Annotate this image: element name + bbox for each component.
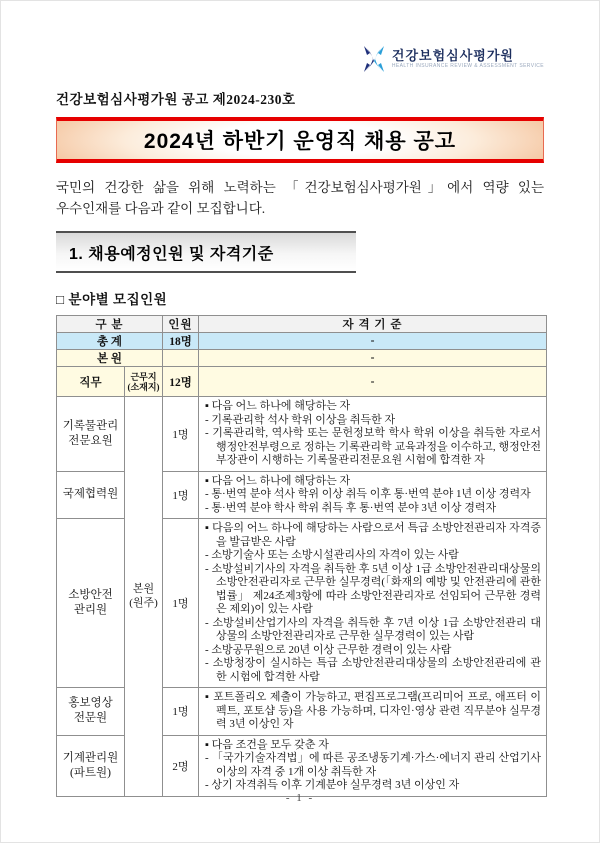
job-criteria	[199, 735, 547, 796]
job-name: 홍보영상 전문원	[57, 688, 125, 736]
doc-number: 건강보험심사평가원 공고 제2024-230호	[56, 92, 296, 107]
criteria-line: ▪ 다음의 어느 하나에 해당하는 사람으로서 특급 소방안전관리자 자격증을 발급받은 사람	[205, 522, 541, 548]
job-criteria	[199, 397, 547, 472]
total-criteria: -	[199, 333, 547, 350]
criteria-line: ▪ 다음 조건을 모두 갖춘 자	[205, 738, 329, 751]
duty-count: 12명	[163, 367, 199, 397]
intro-line-2: 우수인재를 다음과 같이 모집합니다.	[56, 201, 266, 216]
criteria-line: - 통·번역 분야 학사 학위 취득 후 통·번역 분야 3년 이상 경력자	[205, 501, 497, 514]
criteria-line: ▪ 다음 어느 하나에 해당하는 자	[205, 474, 351, 487]
job-rows-body	[57, 397, 547, 797]
page-title: 2024년 하반기 운영직 채용 공고	[143, 130, 457, 153]
page-number: - 1 -	[285, 792, 315, 804]
job-count: 1명	[163, 688, 199, 736]
criteria-line: - 소방설비기사의 자격을 취득한 후 5년 이상 1급 소방안전관리대상물의 소방안전관리자로 근무한 실무경력(「화재의 예방 및 안전관리에 관한 법률」 제24조제3항에 따라 소방안전관리자로 선임되어 근무한 경력은 제외)이 있는 사람	[205, 562, 541, 615]
duty-row	[57, 367, 547, 397]
job-criteria	[199, 688, 547, 736]
criteria-line: ▪ 다음 어느 하나에 해당하는 자	[205, 400, 351, 412]
job-name: 기록물관리 전문요원	[57, 397, 125, 472]
org-name: 건강보험심사평가원	[391, 47, 514, 63]
criteria-line: - 통·번역 분야 석사 학위 이상 취득 이후 통·번역 분야 1년 이상 경력자	[205, 488, 531, 500]
criteria-line: - 소방기술사 또는 소방시설관리사의 자격이 있는 사람	[205, 549, 459, 561]
total-row	[57, 333, 547, 350]
job-count: 1명	[163, 397, 199, 472]
hira-logo-icon	[362, 46, 386, 72]
hq-criteria: -	[199, 350, 547, 367]
duty-label: 직무	[57, 367, 125, 397]
hq-label: 본 원	[57, 350, 163, 367]
workplace-column-header: 근무지 (소재지)	[125, 367, 163, 397]
job-criteria	[199, 519, 547, 688]
hq-row	[57, 350, 547, 367]
criteria-line: - 소방설비산업기사의 자격을 취득한 후 7년 이상 1급 소방안전관리 대상물의 소방안전관리자로 근무한 실무경력이 있는 사람	[205, 616, 541, 642]
workplace-merged-cell: 본원 (원주)	[125, 397, 163, 797]
section-1-subheading: □ 분야별 모집인원	[56, 292, 168, 307]
criteria-line: - 소방청장이 실시하는 특급 소방안전관리대상물의 소방안전관리에 관한 시험에 합격한 사람	[205, 657, 541, 683]
title-banner	[56, 117, 544, 163]
hira-logo-text	[392, 49, 544, 70]
table-header-row	[57, 316, 547, 333]
criteria-line: - 기록관리학 석사 학위 이상을 취득한 자	[205, 413, 396, 426]
job-name: 소방안전 관리원	[57, 519, 125, 688]
section-1-heading: 1. 채용예정인원 및 자격기준	[56, 231, 356, 273]
criteria-line: - 「국가기술자격법」에 따른 공조냉동기계·가스·에너지 관리 산업기사 이상의 자격 중 1개 이상 취득한 자	[205, 752, 541, 778]
criteria-line: - 상기 자격취득 이후 기계분야 실무경력 3년 이상인 자	[205, 779, 460, 791]
job-row	[57, 397, 547, 472]
recruit-table	[56, 315, 547, 797]
criteria-line: - 소방공무원으로 20년 이상 근무한 경력이 있는 사람	[205, 643, 452, 656]
duty-criteria: -	[199, 367, 547, 397]
job-criteria	[199, 471, 547, 519]
job-name: 국제협력원	[57, 471, 125, 519]
job-name: 기계관리원 (파트원)	[57, 735, 125, 796]
col-header-category: 구 분	[57, 316, 163, 333]
org-subtitle: HEALTH INSURANCE REVIEW & ASSESSMENT SERVICE	[391, 62, 544, 69]
intro-line-1: 국민의 건강한 삶을 위해 노력하는 「건강보험심사평가원」에서 역량 있는	[56, 180, 544, 195]
total-count: 18명	[163, 333, 199, 350]
job-count: 1명	[163, 519, 199, 688]
intro-paragraph	[56, 177, 544, 219]
criteria-line: - 기록관리학, 역사학 또는 문헌정보학 학사 학위 이상을 취득한 자로서 행정안전부령으로 정하는 기록관리학 교육과정을 이수하고, 행정안전부장관이 시행하는 기록물관리전문요원 시험에 합격한 자	[205, 427, 541, 466]
criteria-line: ▪ 포트폴리오 제출이 가능하고, 편집프로그램(프리미어 프로, 애프터 이펙트, 포토샵 등)을 사용 가능하며, 디자인·영상 관련 직무분야 실무경력 3년 이상인 자	[205, 691, 541, 730]
col-header-count: 인원	[163, 316, 199, 333]
job-count: 2명	[163, 735, 199, 796]
hq-count	[163, 350, 199, 367]
col-header-criteria: 자 격 기 준	[199, 316, 547, 333]
total-label: 총 계	[57, 333, 163, 350]
hira-logo	[362, 46, 544, 72]
header-logo-row	[56, 46, 544, 78]
job-count: 1명	[163, 471, 199, 519]
